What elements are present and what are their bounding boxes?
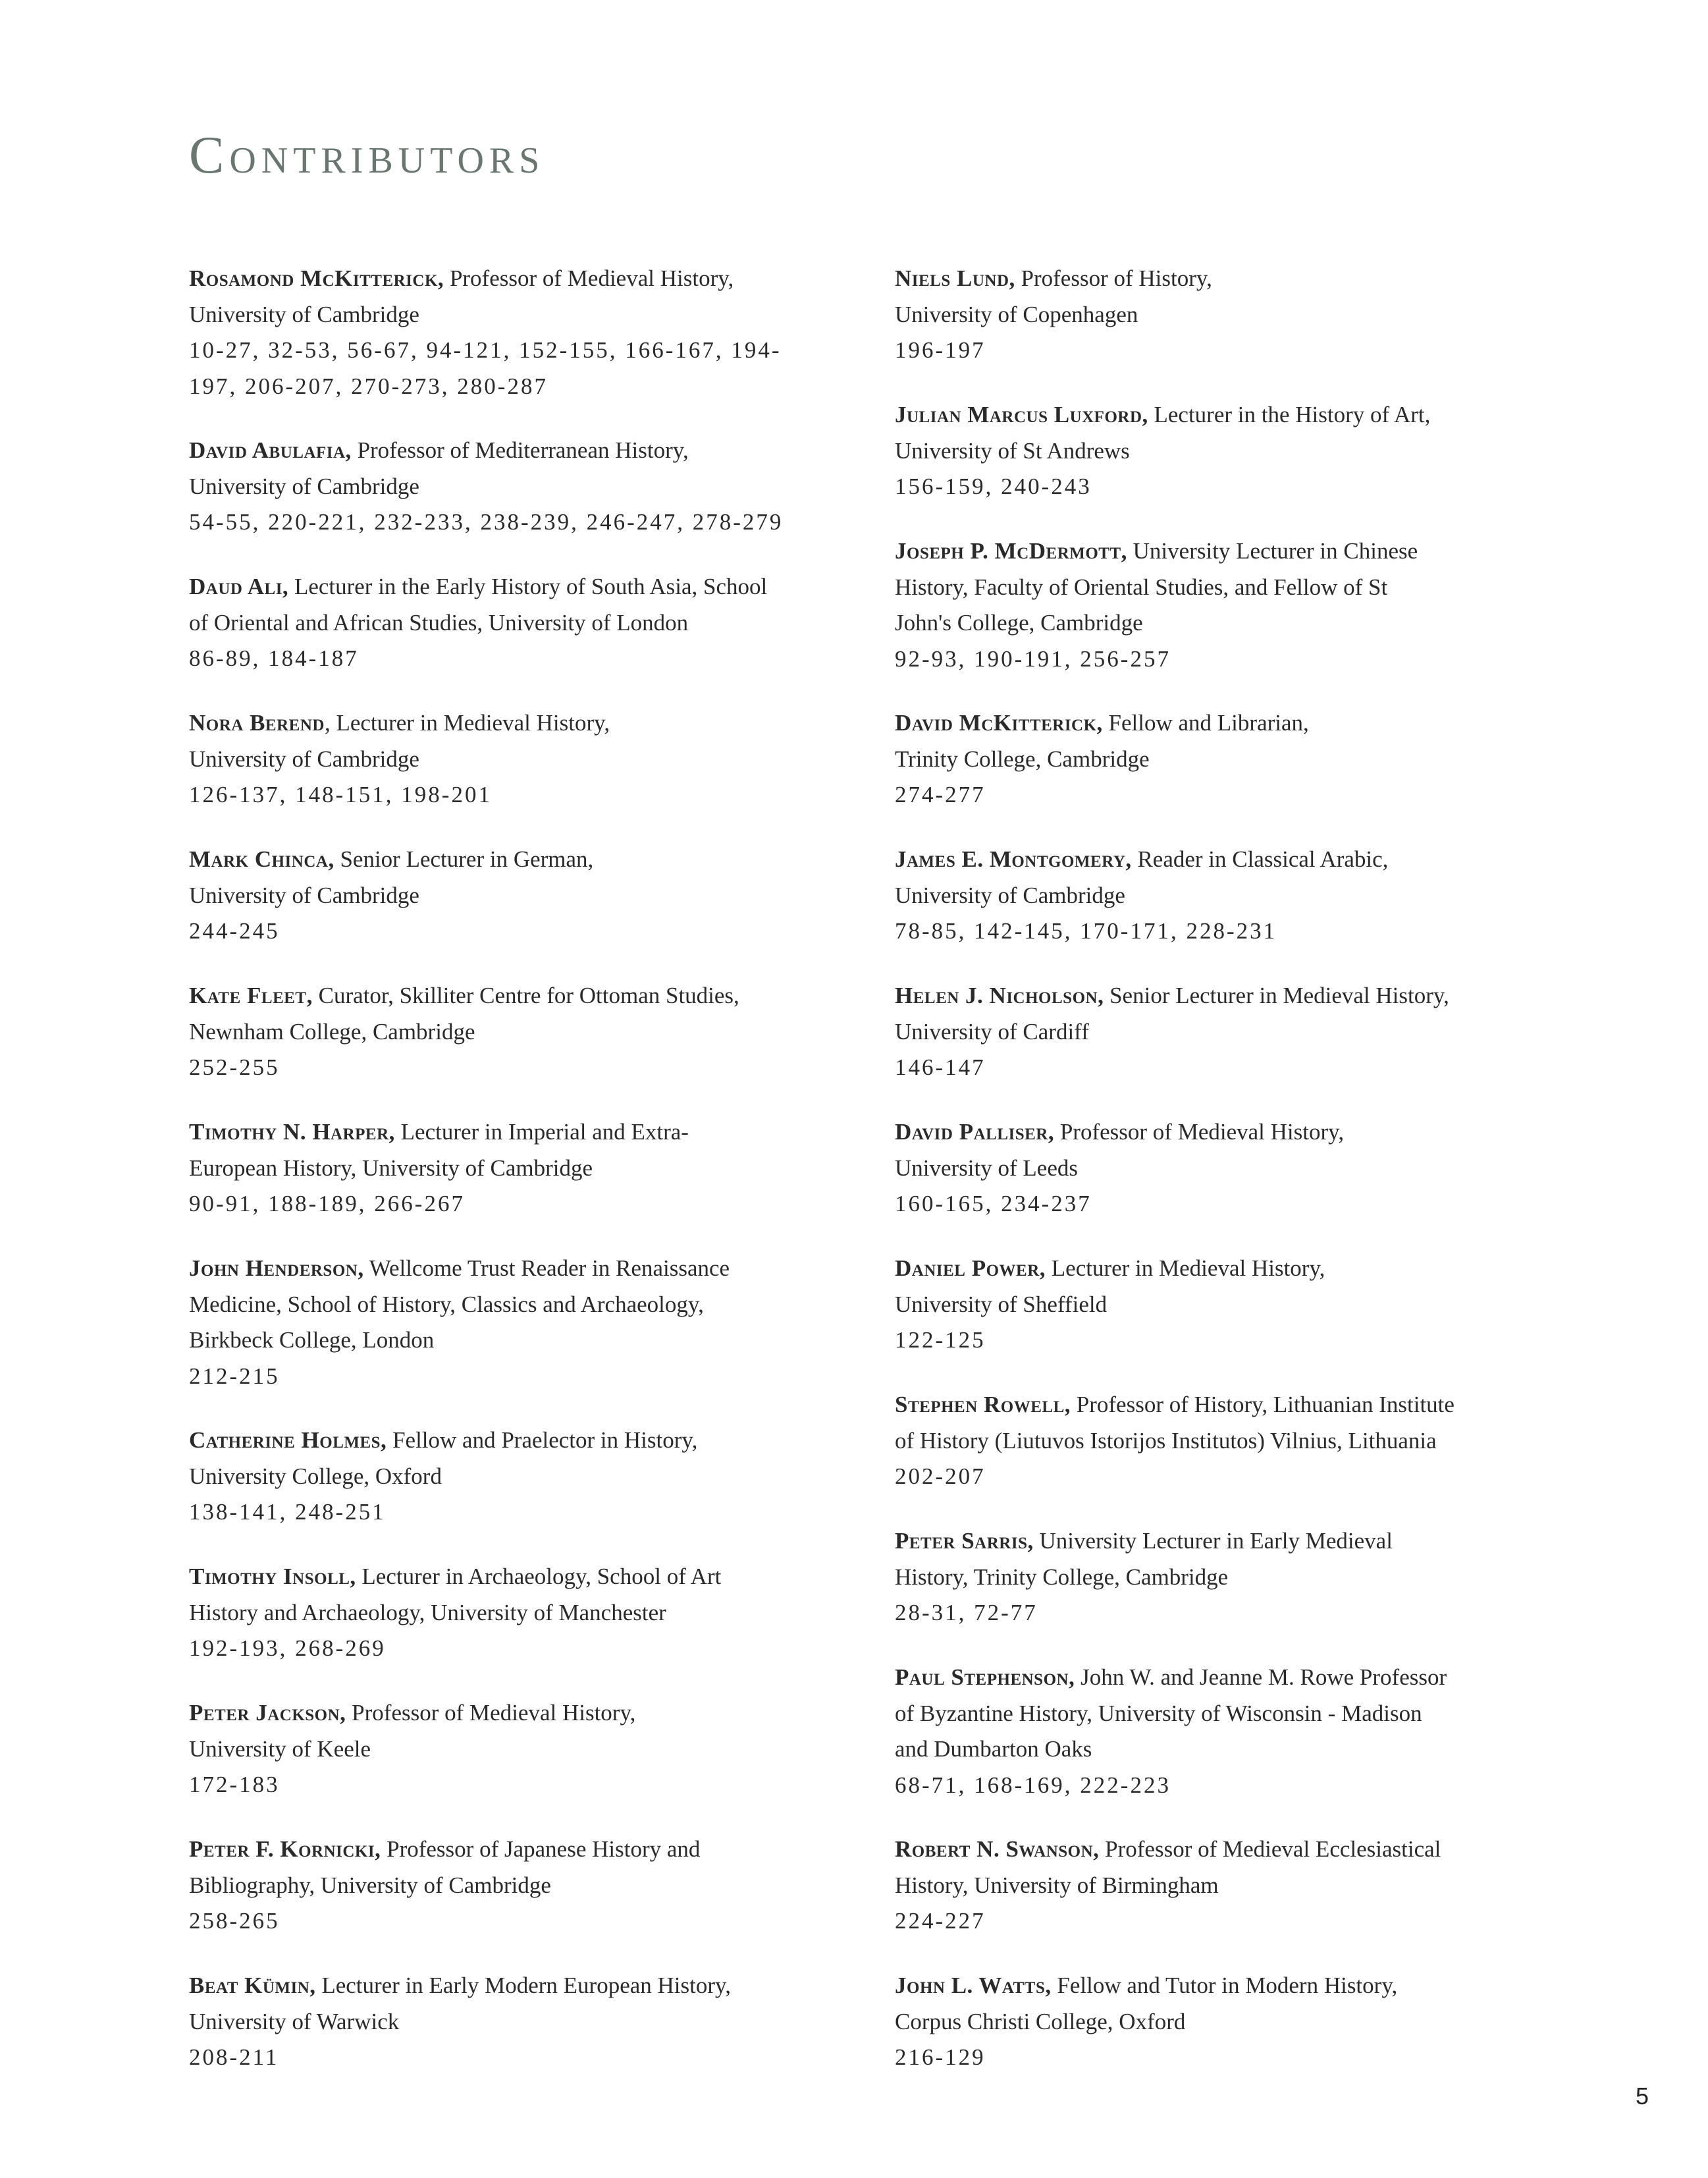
contributor-name: Catherine Holmes, [189, 1427, 387, 1453]
contributor-name: David Palliser, [895, 1119, 1055, 1145]
contributor-affiliation: Professor of Medieval History, [444, 265, 734, 291]
contributor-entry [895, 533, 1553, 705]
contributor-entry [189, 978, 821, 1114]
contributor-pages: 90-91, 188-189, 266-267 [189, 1191, 465, 1216]
contributor-affiliation: Trinity College, Cambridge [895, 746, 1150, 772]
contributor-name: Peter Jackson, [189, 1700, 346, 1726]
contributor-name: Peter F. Kornicki, [189, 1836, 381, 1862]
contributor-entry [189, 433, 821, 569]
contributor-affiliation: Curator, Skilliter Centre for Ottoman Studies, [312, 983, 739, 1008]
contributor-affiliation: University of Cambridge [189, 301, 419, 327]
contributor-line [895, 978, 1553, 1014]
contributor-affiliation: John W. and Jeanne M. Rowe Professor [1075, 1664, 1447, 1690]
contributor-line [895, 1660, 1553, 1696]
contributor-name: Joseph P. McDermott, [895, 538, 1127, 564]
contributor-affiliation: Fellow and Librarian, [1102, 710, 1309, 736]
contributor-pages: 78-85, 142-145, 170-171, 228-231 [895, 918, 1277, 944]
contributor-line [895, 842, 1553, 878]
contributor-affiliation: University of Cardiff [895, 1018, 1089, 1045]
contributor-line [189, 1559, 821, 1595]
contributor-affiliation: Medicine, School of History, Classics and Archaeology, [189, 1291, 704, 1317]
contributor-pages: 252-255 [189, 1054, 280, 1080]
contributor-affiliation: Bibliography, University of Cambridge [189, 1872, 551, 1898]
contributor-line [189, 978, 821, 1014]
contributor-line [189, 1423, 821, 1459]
contributor-affiliation: John's College, Cambridge [895, 610, 1143, 636]
contributor-affiliation: History, University of Birmingham [895, 1872, 1219, 1898]
contributor-affiliation: University of Keele [189, 1735, 371, 1762]
contributor-affiliation: Wellcome Trust Reader in Renaissance [363, 1255, 730, 1281]
contributor-affiliation: Fellow and Praelector in History, [387, 1427, 698, 1453]
contributor-line [895, 1832, 1553, 1868]
contributor-affiliation: University College, Oxford [189, 1463, 442, 1489]
contributor-name: Peter Sarris, [895, 1528, 1034, 1554]
contributor-line [189, 569, 821, 605]
contributor-pages: 202-207 [895, 1463, 986, 1489]
contributor-entry [189, 1423, 821, 1559]
contributor-entry [189, 1114, 821, 1251]
contributor-line [189, 1695, 821, 1731]
contributor-name: Paul Stephenson, [895, 1664, 1075, 1690]
contributor-name: Nora Berend [189, 710, 325, 736]
contributor-affiliation: Lecturer in the Early History of South Asia, School [288, 574, 768, 599]
contributor-entry [895, 1832, 1553, 1968]
contributor-name: Stephen Rowell, [895, 1392, 1071, 1417]
contributor-entry [895, 1523, 1553, 1660]
contributor-name: Timothy Insoll, [189, 1564, 356, 1589]
contributor-name: Daud Ali, [189, 574, 289, 599]
contributor-line [189, 1968, 821, 2004]
contributor-affiliation: University of Warwick [189, 2008, 400, 2034]
contributor-affiliation: Corpus Christi College, Oxford [895, 2008, 1186, 2034]
contributor-line [189, 1114, 821, 1151]
contributor-name: Mark Chinca, [189, 846, 334, 872]
contributor-name: Timothy N. Harper, [189, 1119, 395, 1145]
page-title: Contributors [189, 126, 545, 184]
contributor-affiliation: University Lecturer in Early Medieval [1033, 1528, 1393, 1554]
contributor-line [895, 1251, 1553, 1287]
contributor-affiliation: History and Archaeology, University of Manchester [189, 1599, 666, 1625]
page-number: 5 [1636, 2083, 1649, 2110]
contributor-line [189, 842, 821, 878]
contributor-line [189, 1251, 821, 1287]
contributor-affiliation: and Dumbarton Oaks [895, 1736, 1092, 1762]
contributor-pages: 28-31, 72-77 [895, 1600, 1038, 1625]
contributor-line [895, 1387, 1553, 1423]
contributor-pages: 54-55, 220-221, 232-233, 238-239, 246-247, 278-279 [189, 509, 784, 535]
contributor-entry [189, 842, 821, 978]
contributor-affiliation: University of Cambridge [189, 882, 419, 908]
contributor-pages: 172-183 [189, 1772, 280, 1797]
contributor-pages: 274-277 [895, 782, 986, 807]
contributor-affiliation: University of Leeds [895, 1155, 1078, 1181]
contributor-pages: 258-265 [189, 1908, 280, 1934]
contributor-pages: 224-227 [895, 1908, 986, 1934]
contributor-name: John L. Watts, [895, 1973, 1052, 1998]
contributor-line [895, 1114, 1553, 1151]
contributor-affiliation: Professor of History, Lithuanian Institute [1071, 1392, 1454, 1417]
contributor-affiliation: University Lecturer in Chinese [1127, 538, 1418, 564]
contributor-entry [189, 1968, 821, 2104]
contributor-pages: 92-93, 190-191, 256-257 [895, 645, 1171, 672]
contributor-line [895, 397, 1553, 433]
contributor-pages: 126-137, 148-151, 198-201 [189, 782, 492, 807]
contributor-entry [189, 1695, 821, 1832]
contributor-entry [895, 261, 1553, 397]
contributor-line [895, 705, 1553, 742]
contributor-entry [895, 978, 1553, 1114]
contributor-pages: 68-71, 168-169, 222-223 [895, 1772, 1171, 1798]
contributor-name: David McKitterick, [895, 710, 1103, 736]
contributor-affiliation: University of Copenhagen [895, 301, 1138, 327]
contributor-affiliation: of Oriental and African Studies, University of London [189, 609, 689, 636]
contributor-affiliation: Professor of Mediterranean History, [351, 437, 689, 463]
contributor-entry [189, 1832, 821, 1968]
contributor-affiliation: Lecturer in Archaeology, School of Art [356, 1564, 722, 1589]
contributor-affiliation: European History, University of Cambridge [189, 1155, 593, 1181]
contributor-pages: 146-147 [895, 1054, 986, 1080]
contributor-pages: 10-27, 32-53, 56-67, 94-121, 152-155, 166-167, 194- [189, 337, 782, 363]
contributor-affiliation: , Lecturer in Medieval History, [324, 710, 610, 736]
contributor-pages: 192-193, 268-269 [189, 1635, 386, 1661]
contributor-entry [189, 261, 821, 433]
contributor-entry [895, 1968, 1553, 2104]
contributor-line [895, 261, 1553, 297]
contributor-entry [895, 1660, 1553, 1832]
contributor-affiliation: University of Cambridge [189, 473, 419, 499]
contributor-affiliation: Professor of Medieval History, [346, 1700, 636, 1726]
contributor-entry [895, 705, 1553, 842]
contributor-entry [895, 397, 1553, 533]
contributor-affiliation: Lecturer in Early Modern European History, [315, 1973, 731, 1998]
contributor-line [895, 1523, 1553, 1560]
contributor-affiliation: University of Sheffield [895, 1291, 1108, 1317]
contributor-pages: 86-89, 184-187 [189, 645, 359, 671]
contributor-line [189, 1832, 821, 1868]
contributor-name: Beat Kümin, [189, 1973, 316, 1998]
contributor-name: James E. Montgomery, [895, 846, 1132, 872]
contributor-name: Robert N. Swanson, [895, 1836, 1100, 1862]
contributor-affiliation: Professor of Medieval History, [1054, 1119, 1345, 1145]
contributor-pages: 197, 206-207, 270-273, 280-287 [189, 373, 548, 399]
contributor-name: John Henderson, [189, 1255, 364, 1281]
contributor-name: Kate Fleet, [189, 983, 313, 1008]
contributor-affiliation: Professor of Medieval Ecclesiastical [1099, 1836, 1441, 1862]
contributor-entry [895, 1387, 1553, 1523]
contributor-entry [895, 842, 1553, 978]
contributor-name: Helen J. Nicholson, [895, 983, 1104, 1008]
contributor-affiliation: History, Faculty of Oriental Studies, and Fellow of St [895, 574, 1388, 600]
contributor-affiliation: University of Cambridge [895, 882, 1125, 908]
contributor-affiliation: Newnham College, Cambridge [189, 1018, 475, 1045]
contributor-entry [189, 705, 821, 842]
contributor-affiliation: Reader in Classical Arabic, [1131, 846, 1389, 872]
contributor-pages: 122-125 [895, 1327, 986, 1353]
contributor-affiliation: University of St Andrews [895, 437, 1130, 464]
contributor-affiliation: Professor of History, [1015, 265, 1212, 291]
contributor-pages: 138-141, 248-251 [189, 1499, 386, 1525]
contributor-line [895, 1968, 1553, 2004]
contributor-affiliation: Lecturer in the History of Art, [1148, 402, 1431, 427]
contributor-pages: 244-245 [189, 918, 280, 944]
contributor-pages: 196-197 [895, 337, 986, 363]
contributor-affiliation: Senior Lecturer in Medieval History, [1104, 983, 1449, 1008]
contributors-column-right [895, 261, 1553, 2104]
contributor-pages: 212-215 [189, 1363, 280, 1389]
contributor-line [189, 433, 821, 469]
contributor-affiliation: Lecturer in Medieval History, [1046, 1255, 1325, 1281]
contributor-name: Rosamond McKitterick, [189, 265, 444, 291]
contributor-name: David Abulafia, [189, 437, 352, 463]
contributor-affiliation: Birkbeck College, London [189, 1327, 435, 1353]
contributor-pages: 156-159, 240-243 [895, 474, 1092, 499]
contributor-affiliation: University of Cambridge [189, 746, 419, 772]
contributor-affiliation: Lecturer in Imperial and Extra- [394, 1119, 689, 1145]
contributor-affiliation: of History (Liutuvos Istorijos Institutos) Vilnius, Lithuania [895, 1427, 1437, 1454]
contributor-affiliation: of Byzantine History, University of Wisconsin - Madison [895, 1700, 1422, 1726]
contributor-line [895, 533, 1553, 570]
contributor-entry [189, 569, 821, 705]
contributor-affiliation: History, Trinity College, Cambridge [895, 1564, 1229, 1590]
contributor-entry [895, 1114, 1553, 1251]
contributor-name: Daniel Power, [895, 1255, 1046, 1281]
contributor-pages: 160-165, 234-237 [895, 1191, 1092, 1216]
contributor-affiliation: Professor of Japanese History and [381, 1836, 701, 1862]
contributor-line [189, 261, 821, 297]
contributor-name: Niels Lund, [895, 265, 1015, 291]
contributor-line [189, 705, 821, 742]
contributor-entry [189, 1251, 821, 1423]
contributor-entry [189, 1559, 821, 1695]
contributor-entry [895, 1251, 1553, 1387]
contributor-affiliation: Fellow and Tutor in Modern History, [1051, 1973, 1398, 1998]
contributor-pages: 216-129 [895, 2044, 986, 2070]
contributors-column-left [189, 261, 821, 2104]
contributor-name: Julian Marcus Luxford, [895, 402, 1148, 427]
contributor-affiliation: Senior Lecturer in German, [334, 846, 594, 872]
contributor-pages: 208-211 [189, 2044, 279, 2070]
